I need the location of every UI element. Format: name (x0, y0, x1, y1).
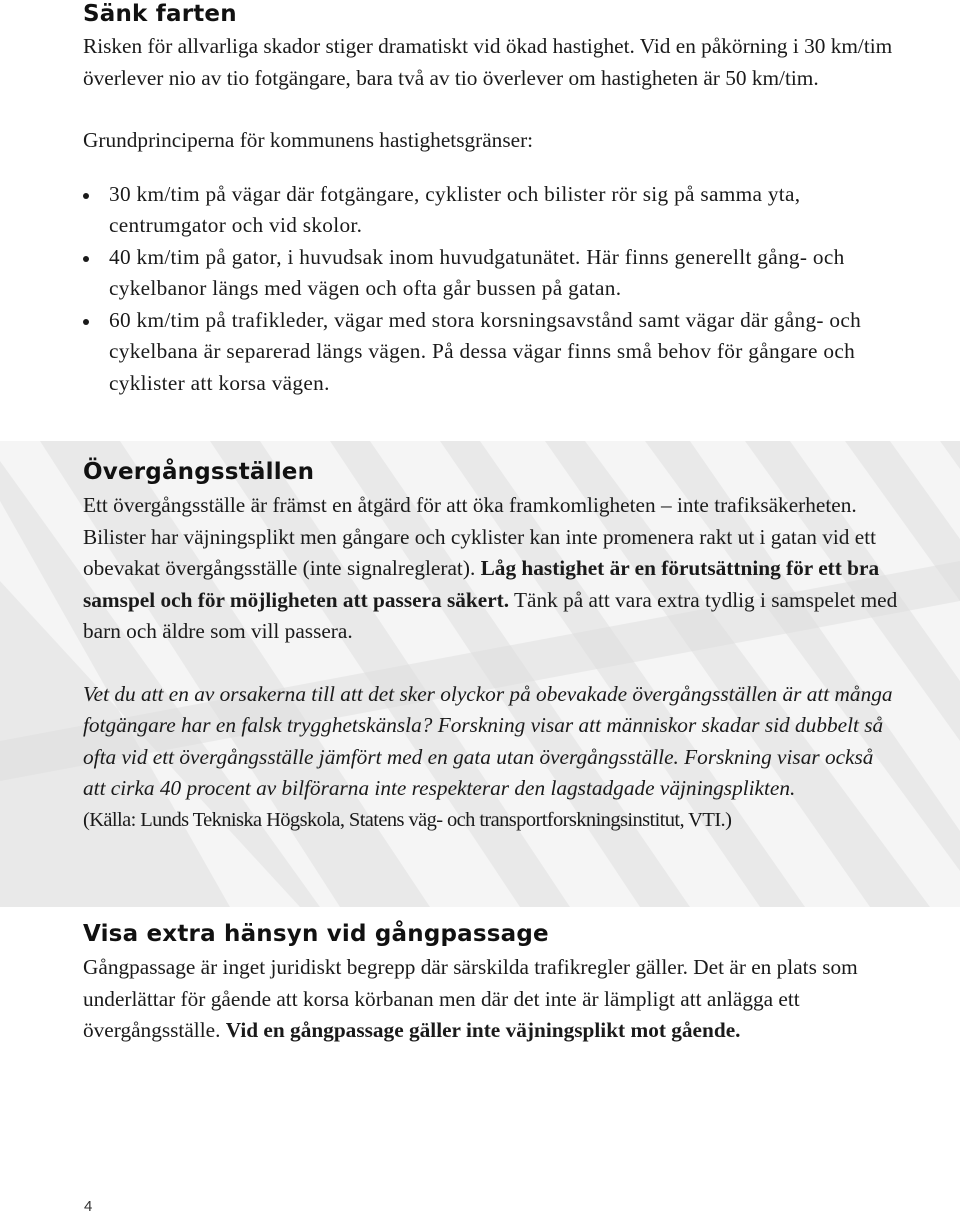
section-gangpassage (83, 920, 900, 1047)
bullet-icon (83, 193, 89, 199)
principles-intro: Grundprinciperna för kommunens hastighetsgränser: (83, 128, 534, 152)
list-item (83, 179, 900, 242)
heading-gangpassage: Visa extra hänsyn vid gångpassage (83, 921, 549, 947)
gangpassage-paragraph-bold: Vid en gångpassage gäller inte väjningsplikt mot gående. (225, 1018, 741, 1042)
bullet-icon (83, 319, 89, 325)
speed-limit-list (83, 179, 900, 400)
crossing-paragraph-bold: Låg hastighet är en förutsättning för ett bra samspel och för möjligheten att passera säkert. (83, 556, 880, 612)
list-item (83, 305, 900, 400)
crossing-paragraph (83, 490, 900, 648)
crossing-paragraph-end: Tänk på att vara extra tydlig i samspelet med barn och äldre som vill passera. (83, 587, 898, 643)
heading-overgangsstallen: Övergångsställen (83, 459, 315, 485)
list-item (83, 242, 900, 305)
list-item-text: 30 km/tim på vägar där fotgängare, cyklister och bilister rör sig på samma yta, centrumgator och vid skolor. (109, 181, 801, 237)
gangpassage-paragraph-start: Gångpassage är inget juridiskt begrepp där särskilda trafikregler gäller. Det är en plats som underlättar för gående att korsa körbanan men där det inte är lämpligt att anlägga ett övergångsställe. (83, 955, 858, 1042)
section-overgangsstallen (83, 458, 900, 836)
crossing-paragraph-start: Ett övergångsställe är främst en åtgärd för att öka framkomligheten – inte trafiksäkerheten. Bilister har väjningsplikt men gångare och cyklister kan inte promenera rakt ut i gatan vid ett obevakat övergångsställe (inte signalreglerat). (83, 493, 877, 580)
page-number: 4 (84, 1198, 93, 1215)
list-item-text: 40 km/tim på gator, i huvudsak inom huvudgatunätet. Här finns generellt gång- och cykelbanor längs med vägen och ofta går bussen på gatan. (109, 244, 845, 300)
fact-paragraph: Vet du att en av orsakerna till att det sker olyckor på obevakade övergångsställen är att många fotgängare har en falsk trygghetskänsla? Forskning visar att människor skadar sid dubbelt så ofta vid ett övergångsställe jämfört med en gata utan övergångsställe. Forskning visar också att cirka 40 procent av bilförarna inte respekterar den lagstadgade väjningsplikten. (83, 681, 893, 800)
source-citation: (Källa: Lunds Tekniska Högskola, Statens väg- och transportforskningsinstitut, VTI.) (83, 808, 732, 831)
bullet-icon (83, 256, 89, 262)
gangpassage-paragraph (83, 952, 900, 1047)
list-item-text: 60 km/tim på trafikleder, vägar med stora korsningsavstånd samt vägar där gång- och cykelbana är separerad längs vägen. På dessa vägar finns små behov för gångare och cyklister att korsa vägen. (109, 307, 862, 395)
heading-sank-farten: Sänk farten (83, 1, 237, 27)
intro-paragraph: Risken för allvarliga skador stiger dramatiskt vid ökad hastighet. Vid en påkörning i 30 km/tim överlever nio av tio fotgängare, bara två av tio överlever om hastigheten är 50 km/tim. (83, 34, 893, 90)
section-sank-farten (83, 0, 900, 399)
